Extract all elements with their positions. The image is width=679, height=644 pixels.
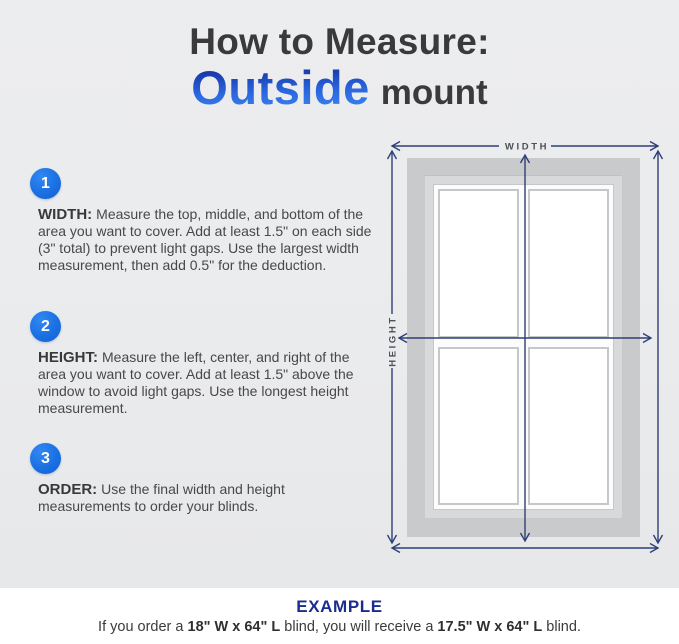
example-sentence — [0, 619, 679, 635]
window-pane-bottom-left — [438, 347, 519, 505]
step-2-badge: 2 — [30, 311, 61, 342]
example-prefix: If you order a — [98, 619, 188, 635]
step-3-text — [30, 481, 380, 515]
step-width — [30, 168, 380, 274]
window-pane-bottom-right — [528, 347, 609, 505]
example-suffix: blind. — [542, 619, 581, 635]
step-1-badge: 1 — [30, 168, 61, 199]
title-highlight: Outside — [191, 60, 370, 114]
window-pane-top-left — [438, 189, 519, 338]
example-ordered-size: 18" W x 64" L — [187, 619, 281, 635]
step-1-description: Measure the top, middle, and bottom of the area you want to cover. Add at least 1.5" on each side (3" total) to prevent light gaps. Use the largest width measurement, then add 0.5" for the deduction. — [38, 206, 372, 273]
title-rest: mount — [380, 72, 488, 112]
example-received-size: 17.5" W x 64" L — [437, 619, 543, 635]
step-1-text — [30, 206, 380, 274]
width-dimension-label: WIDTH — [504, 141, 550, 153]
window-pane-grid — [438, 189, 609, 505]
step-2-label: HEIGHT: — [38, 349, 98, 366]
step-height — [30, 311, 380, 417]
page-title — [0, 22, 679, 114]
step-order — [30, 443, 380, 515]
step-3-description: Use the final width and height measurements to order your blinds. — [38, 481, 285, 514]
title-line-1: How to Measure: — [189, 21, 490, 62]
window-sash — [433, 184, 614, 510]
title-line-2 — [0, 60, 679, 114]
step-2-description: Measure the left, center, and right of the area you want to cover. Add at least 1.5" above the window to avoid light gaps. Use the longest height measurement. — [38, 349, 354, 416]
step-3-label: ORDER: — [38, 481, 98, 498]
height-dimension-label: HEIGHT — [387, 315, 399, 367]
step-1-label: WIDTH: — [38, 206, 93, 223]
window-jamb — [425, 175, 622, 518]
example-section — [0, 588, 679, 644]
window-pane-top-right — [528, 189, 609, 338]
step-2-text — [30, 349, 380, 417]
step-3-badge: 3 — [30, 443, 61, 474]
window-illustration — [407, 158, 640, 537]
example-heading: EXAMPLE — [296, 597, 383, 616]
example-middle: blind, you will receive a — [280, 619, 438, 635]
